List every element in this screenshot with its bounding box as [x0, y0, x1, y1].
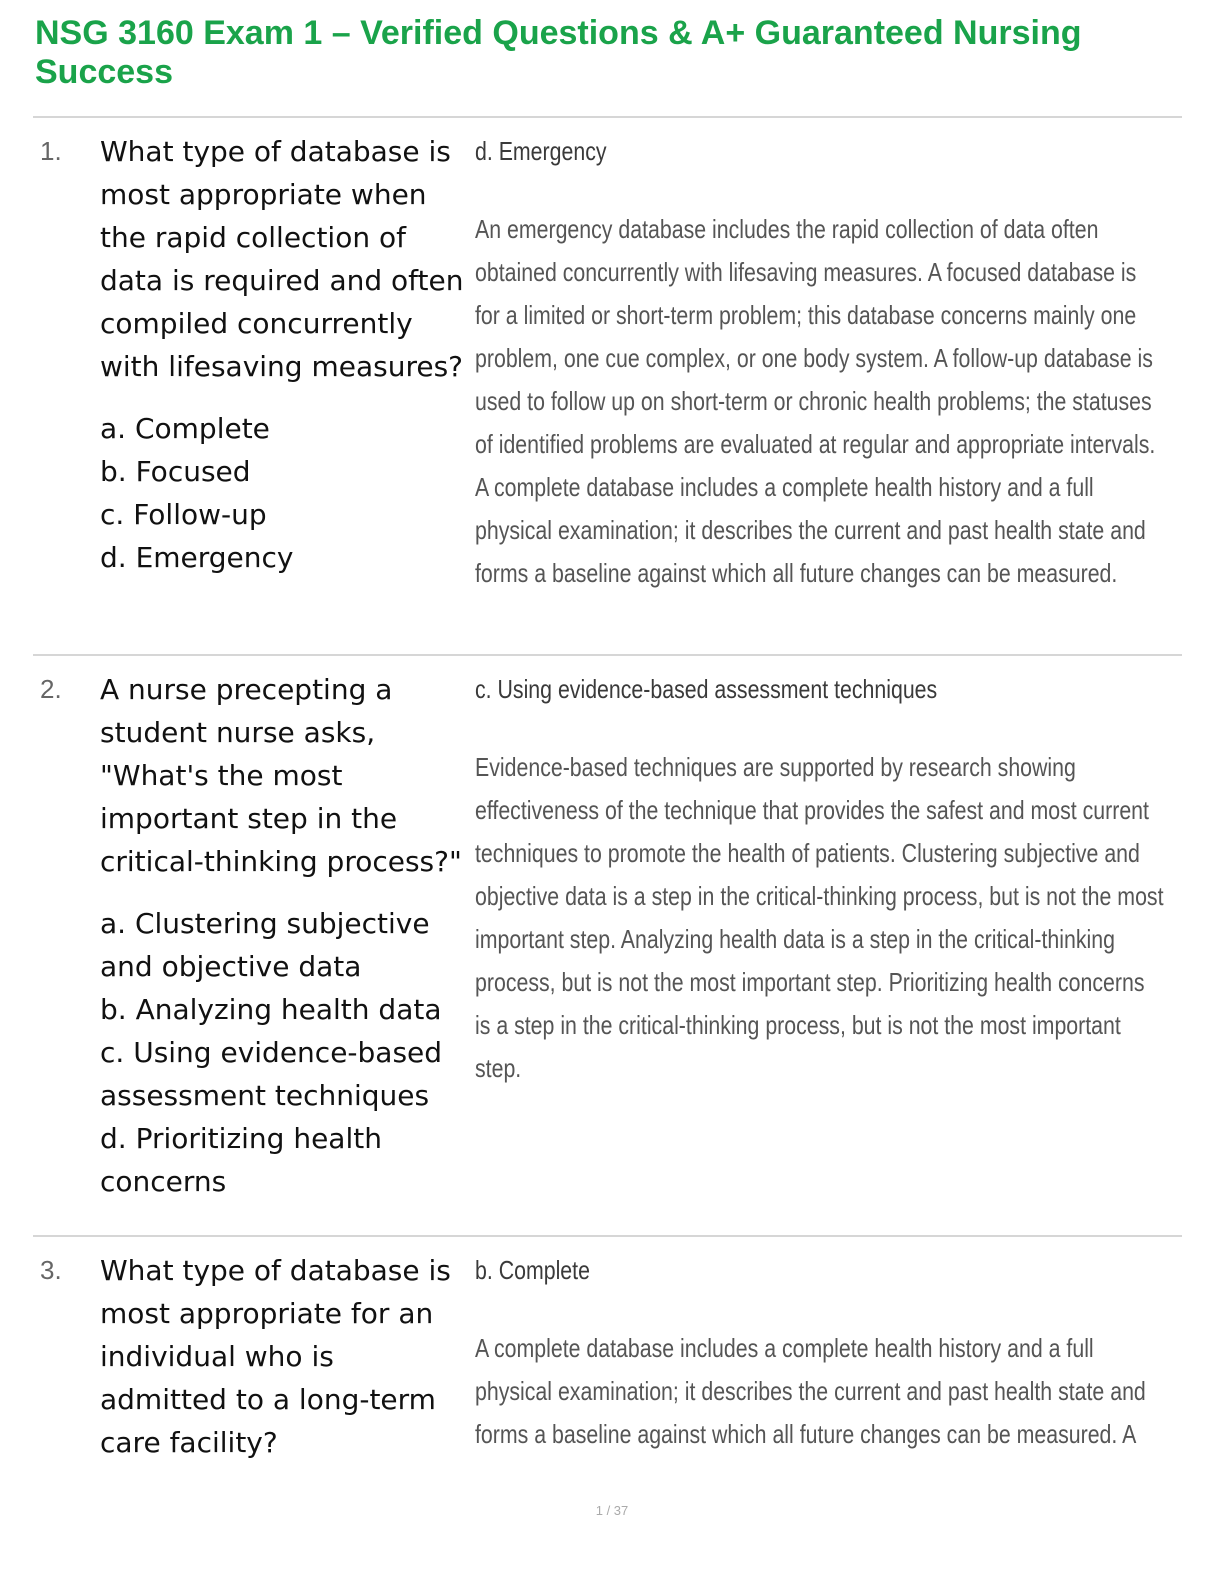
answer-option: d. Prioritizing health concerns	[100, 1122, 382, 1198]
rationale: A complete database includes a complete health history and a full physical examination; it describes the current and past health state and forms a baseline against which all future changes can be measured. A	[475, 1333, 1146, 1449]
divider	[33, 1235, 1182, 1237]
question-stem: What type of database is most appropriate when the rapid collection of data is required and often compiled concurrently with lifesaving measures?	[100, 135, 464, 383]
page-number: 1 / 37	[595, 1503, 629, 1518]
divider	[33, 116, 1182, 118]
correct-answer: c. Using evidence-based assessment techniques	[475, 674, 938, 704]
answer-column	[475, 130, 1156, 595]
answer-column	[475, 1249, 1146, 1456]
answer-option: a. Complete	[100, 412, 270, 445]
question-stem: A nurse precepting a student nurse asks, "What's the most important step in the critical-thinking process?"	[100, 673, 462, 878]
answer-option: c. Using evidence-based assessment techniques	[100, 1036, 443, 1112]
question-number: 2.	[40, 674, 62, 704]
answer-option: b. Focused	[100, 455, 251, 488]
question-number: 1.	[40, 136, 62, 166]
question-text	[100, 130, 468, 579]
rationale: An emergency database includes the rapid collection of data often obtained concurrently with lifesaving measures. A focused database is for a limited or short-term problem; this database concerns mainly one problem, one cue complex, or one body system. A follow-up database is used to follow up on short-term or chronic health problems; the statuses of identified problems are evaluated at regular and appropriate intervals. A complete database includes a complete health history and a full physical examination; it describes the current and past health state and forms a baseline against which all future changes can be measured.	[475, 214, 1156, 588]
question-text	[100, 668, 468, 1203]
correct-answer: d. Emergency	[475, 136, 607, 166]
answer-option: b. Analyzing health data	[100, 993, 442, 1026]
question-text	[100, 1249, 468, 1483]
page-title: NSG 3160 Exam 1 – Verified Questions & A+ Guaranteed Nursing Success	[35, 14, 1082, 91]
question-number: 3.	[40, 1255, 62, 1285]
divider	[33, 654, 1182, 656]
answer-option: d. Emergency	[100, 541, 294, 574]
answer-column	[475, 668, 1164, 1090]
answer-option: c. Follow-up	[100, 498, 267, 531]
correct-answer: b. Complete	[475, 1255, 590, 1285]
answer-option: a. Clustering subjective and objective data	[100, 907, 430, 983]
rationale: Evidence-based techniques are supported by research showing effectiveness of the technique that provides the safest and most current techniques to promote the health of patients. Clustering subjective and objective data is a step in the critical-thinking process, but is not the most important step. Analyzing health data is a step in the critical-thinking process, but is not the most important step. Prioritizing health concerns is a step in the critical-thinking process, but is not the most important step.	[475, 752, 1164, 1083]
question-stem: What type of database is most appropriate for an individual who is admitted to a long-term care facility?	[100, 1254, 451, 1459]
